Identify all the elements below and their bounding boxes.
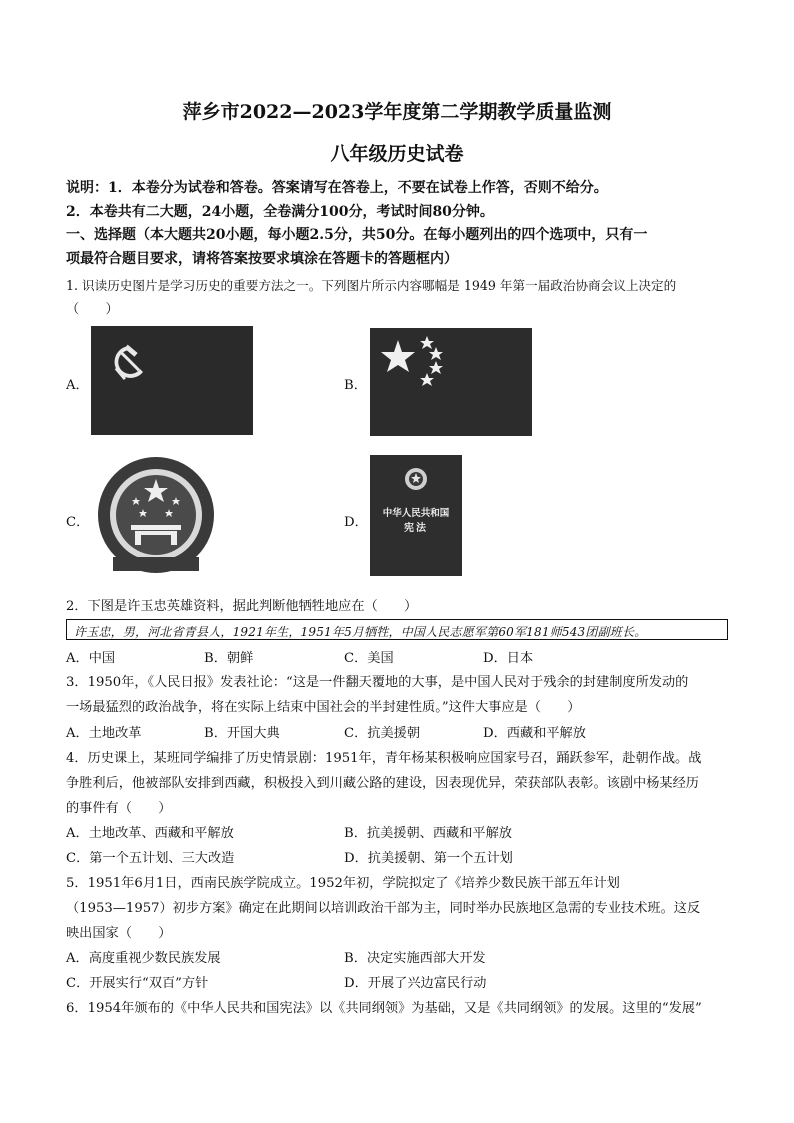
q1-option-c-label: C． (66, 515, 90, 530)
q4-option-b: B．抗美援朝、西藏和平解放 (344, 826, 512, 841)
q2-option-a: A．中国 (66, 651, 116, 666)
q3-stem-line-1: 3．1950年，《人民日报》发表社论：“这是一件翻天覆地的大事，是中国人民对于残余的封建制度所发动的 (66, 675, 689, 690)
five-star-flag-icon (370, 328, 532, 436)
q4-option-c: C．第一个五计划、三大改造 (66, 851, 235, 866)
q2-option-b: B．朝鲜 (204, 651, 254, 666)
q3-option-d: D．西藏和平解放 (483, 726, 586, 741)
section-heading-line-2: 项最符合题目要求，请将答案按要求填涂在答题卡的答题框内） (66, 251, 458, 267)
q4-stem-line-2: 争胜利后，他被部队安排到西藏，积极投入到川藏公路的建设，因表现优异，荣获部队表彰。该剧中杨某经历 (66, 776, 699, 791)
instruction-line-2: 2．本卷共有二大题，24小题，全卷满分100分，考试时间80分钟。 (66, 204, 494, 220)
q3-option-a: A．土地改革 (66, 726, 142, 741)
exam-subtitle: 八年级历史试卷 (330, 143, 464, 165)
exam-title: 萍乡市2022—2023学年度第二学期教学质量监测 (182, 101, 612, 123)
section-heading-line-1: 一、选择题（本大题共20小题，每小题2.5分，共50分。在每小题列出的四个选项中，只有一 (66, 227, 648, 243)
constitution-title: 中华人民共和国 (382, 508, 450, 519)
q3-stem-line-2: 一场最猛烈的政治战争，将在实际上结束中国社会的半封建性质。”这件大事应是（ ） (66, 700, 581, 715)
q1-answer-blank: （ ） (66, 302, 119, 317)
q2-stem: 2．下图是许玉忠英雄资料，据此判断他牺牲地应在（ ） (66, 599, 418, 614)
q2-option-d: D．日本 (483, 651, 534, 666)
q5-option-d: D．开展了兴边富民行动 (344, 976, 487, 991)
q5-stem-line-1: 5．1951年6月1日，西南民族学院成立。1952年初，学院拟定了《培养少数民族干部五年计划 (66, 876, 620, 891)
q5-option-c: C．开展实行“双百”方针 (66, 976, 209, 991)
national-flag-image (370, 328, 532, 436)
q4-stem-line-1: 4．历史课上，某班同学编排了历史情景剧：1951年，青年杨某积极响应国家号召，踊跃参军，赴朝作战。战 (66, 751, 702, 766)
q6-stem-line-1: 6．1954年颁布的《中华人民共和国宪法》以《共同纲领》为基础，又是《共同纲领》的发展。这里的“发展” (66, 1001, 702, 1016)
party-flag-image (91, 326, 253, 435)
q3-option-c: C．抗美援朝 (344, 726, 421, 741)
q1-option-d-label: D． (344, 515, 368, 530)
q5-stem-line-3: 映出国家（ ） (66, 926, 172, 941)
hammer-sickle-icon (91, 326, 253, 435)
q5-option-b: B．决定实施西部大开发 (344, 951, 486, 966)
national-emblem-image (91, 455, 221, 579)
national-emblem-icon (91, 455, 221, 579)
q1-stem: 1. 识读历史图片是学习历史的重要方法之一。下列图片所示内容哪幅是 1949 年第一届政治协商会议上决定的 (66, 278, 677, 293)
q4-stem-line-3: 的事件有（ ） (66, 801, 172, 816)
q2-option-c: C．美国 (344, 651, 394, 666)
q3-option-b: B．开国大典 (204, 726, 280, 741)
q5-stem-line-2: （1953—1957）初步方案》确定在此期间以培训政治干部为主，同时举办民族地区急需的专业技术班。这反 (66, 901, 701, 916)
constitution-subtitle: 宪法 (404, 523, 428, 534)
q5-option-a: A．高度重视少数民族发展 (66, 951, 221, 966)
constitution-book-image (370, 455, 462, 576)
q4-option-a: A．土地改革、西藏和平解放 (66, 826, 234, 841)
hero-info-box: 许玉忠，男，河北省青县人，1921年生，1951年5月牺牲，中国人民志愿军第60军181师543团副班长。 (66, 619, 728, 640)
instruction-line-1: 说明：1．本卷分为试卷和答卷。答案请写在答卷上，不要在试卷上作答，否则不给分。 (66, 180, 608, 196)
q1-option-b-label: B． (344, 378, 367, 393)
q4-option-d: D．抗美援朝、第一个五计划 (344, 851, 513, 866)
q1-option-a-label: A． (66, 378, 89, 393)
